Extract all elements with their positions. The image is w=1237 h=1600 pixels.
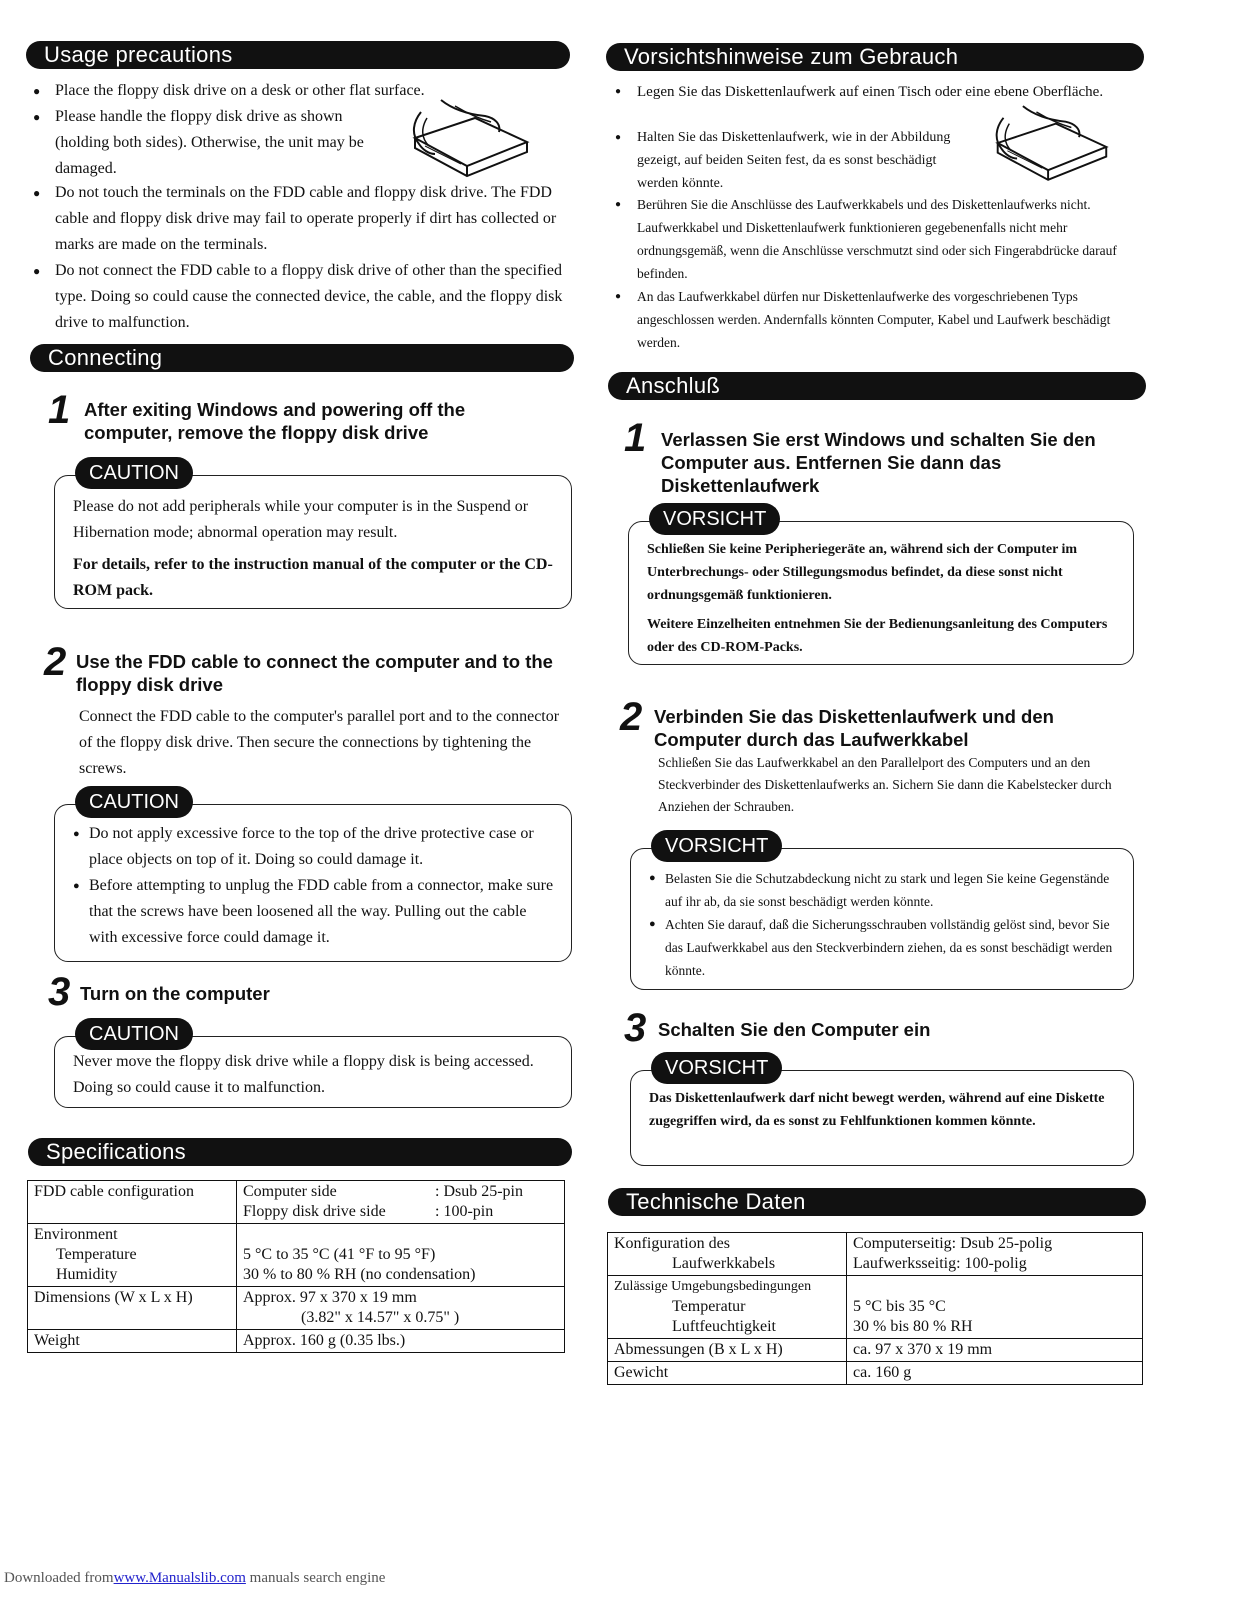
vorsichtshinweise-list [612,80,1132,104]
caution-label: CAUTION [75,1018,193,1050]
step-title: Verbinden Sie das Diskettenlaufwerk und den Computer durch das Laufwerkkabel [654,706,1054,750]
step-number: 2 [620,695,643,739]
step-number: 3 [48,970,71,1014]
section-header-usage-precautions: Usage precautions [26,41,570,69]
step-title: Verlassen Sie erst Windows und schalten Sie den Computer aus. Entfernen Sie dann das Diskettenlaufwerk [661,429,1096,496]
step-2-description: Connect the FDD cable to the computer's parallel port and to the connector of the floppy disk drive. Then secure the connections by tightening the screws. [79,708,560,777]
section-header-connecting: Connecting [30,344,574,372]
step-title: After exiting Windows and powering off the computer, remove the floppy disk drive [84,399,466,443]
spec-value: 30 % to 80 % RH (no condensation) [243,1266,476,1283]
caution-label: CAUTION [75,457,193,489]
table-row [608,1233,1143,1276]
vorsicht-item: ● Belasten Sie die Schutzabdeckung nicht zu stark und legen Sie keine Gegenstände auf ihr ab, da sie sonst beschädigt werden könnte. [649,867,1117,913]
section-header-anschluss: Anschluß [608,372,1146,400]
spec-sublabel: Temperatur [672,1298,746,1315]
spec-value: Approx. 160 g (0.35 lbs.) [237,1330,565,1353]
table-row [28,1287,565,1330]
step-title: Use the FDD cable to connect the computer and to the floppy disk drive [76,651,553,695]
vorsicht-box-3 [630,1057,1134,1166]
technische-daten-table [607,1232,1143,1385]
vorsicht-label: VORSICHT [651,830,782,862]
vorsichtshinweise-list-3 [612,193,1132,354]
list-item: ● Place the floppy disk drive on a desk or other flat surface. [30,78,570,104]
hands-holding-drive-illustration [405,98,535,178]
list-item: ● Halten Sie das Diskettenlaufwerk, wie in der Abbildung gezeigt, auf beiden Seiten fest, da es sonst beschädigt werden könnte. [612,126,962,195]
table-row [608,1276,1143,1339]
caution-reference-text: For details, refer to the instruction manual of the computer or the CD-ROM pack. [73,556,553,599]
step-2-description: Schließen Sie das Laufwerkkabel an den Parallelport des Computers und an den Steckverbinder des Diskettenlaufwerks an. Sichern Sie dann die Kabelstecker durch Anziehen der Schrauben. [658,755,1112,814]
spec-label: Konfiguration des [614,1235,730,1252]
spec-label: Abmessungen (B x L x H) [608,1339,847,1362]
vorsicht-text: Schließen Sie keine Peripheriegeräte an, während sich der Computer im Unterbrechungs- oder Stillegungsmodus befindet, da diese sonst nicht ordnungsgemäß funktionieren. [647,542,1078,603]
section-header-specifications: Specifications [28,1138,572,1166]
spec-label: Dimensions (W x L x H) [28,1287,237,1330]
spec-value: Approx. 97 x 370 x 19 mm [243,1289,417,1306]
spec-sublabel: Humidity [56,1266,118,1283]
vorsicht-box-2 [630,835,1134,990]
table-row [28,1224,565,1287]
caution-box-1 [54,462,572,609]
step-title: Turn on the computer [80,983,270,1004]
vorsicht-label: VORSICHT [649,503,780,535]
spec-label: Weight [28,1330,237,1353]
section-header-technische-daten: Technische Daten [608,1188,1146,1216]
list-item: ● Please handle the floppy disk drive as shown (holding both sides). Otherwise, the unit may be damaged. [30,104,385,182]
table-row [608,1362,1143,1385]
spec-value: ca. 97 x 370 x 19 mm [847,1339,1143,1362]
step-number: 2 [44,640,67,684]
step-number: 1 [48,388,71,432]
specifications-table [27,1180,565,1353]
spec-label: FDD cable configuration [28,1181,237,1224]
section-header-vorsichtshinweise: Vorsichtshinweise zum Gebrauch [606,43,1144,71]
step-title: Schalten Sie den Computer ein [658,1019,931,1040]
vorsicht-reference-text: Weitere Einzelheiten entnehmen Sie der Bedienungsanleitung des Computers oder des CD-ROM-Packs. [647,617,1108,655]
spec-value: 5 °C bis 35 °C [853,1298,946,1315]
spec-label: Laufwerkkabels [672,1255,776,1272]
list-item: ● Berühren Sie die Anschlüsse des Laufwerkkabels und des Diskettenlaufwerks nicht. Laufwerkkabel und Diskettenlaufwerk funktionieren gegebenenfalls nicht mehr ordnungsgemäß, wenn die Anschlüsse verschmutzt sind oder sich Fingerabdrücke darauf befinden. [612,193,1132,285]
caution-text: Never move the floppy disk drive while a floppy disk is being accessed. Doing so could cause it to malfunction. [73,1053,534,1096]
footer-prefix: Downloaded from [4,1570,114,1586]
spec-value: Floppy disk drive side [243,1203,386,1220]
caution-item: ● Do not apply excessive force to the top of the drive protective case or place objects on top of it. Doing so could damage it. [73,821,555,873]
spec-sublabel: Luftfeuchtigkeit [672,1318,776,1335]
list-item: ● Legen Sie das Diskettenlaufwerk auf einen Tisch oder eine ebene Oberfläche. [612,80,1132,104]
caution-label: CAUTION [75,786,193,818]
step-number: 1 [624,416,647,460]
footer-suffix: manuals search engine [245,1570,386,1586]
hands-holding-drive-illustration [988,104,1114,182]
spec-value: : Dsub 25-pin [435,1183,523,1200]
spec-value: 5 °C to 35 °C (41 °F to 95 °F) [243,1246,436,1263]
list-item: ● Do not connect the FDD cable to a floppy disk drive of other than the specified type. Doing so could cause the connected device, the cable, and the floppy disk drive to malfunction. [30,258,570,336]
download-footer [4,1570,385,1587]
vorsicht-item: ● Achten Sie darauf, daß die Sicherungsschrauben vollständig gelöst sind, bevor Sie das Laufwerkkabel aus den Steckverbindern ziehen, da es sonst beschädigt werden könnte. [649,913,1117,982]
step-number: 3 [624,1006,647,1050]
spec-label: Zulässige Umgebungsbedingungen [614,1279,812,1294]
caution-box-3 [54,1023,572,1108]
table-row [608,1339,1143,1362]
usage-precautions-list-continued [30,180,570,336]
spec-label: Environment [34,1226,118,1243]
spec-label: Gewicht [608,1362,847,1385]
list-item: ● An das Laufwerkkabel dürfen nur Diskettenlaufwerke des vorgeschriebenen Typs angeschlossen werden. Andernfalls könnten Computer, Kabel und Laufwerk beschädigt werden. [612,285,1132,354]
vorsichtshinweise-list-2 [612,126,962,195]
spec-value: ca. 160 g [847,1362,1143,1385]
spec-value: (3.82" x 14.57" x 0.75" ) [301,1309,460,1326]
list-item: ● Do not touch the terminals on the FDD cable and floppy disk drive. The FDD cable and floppy disk drive may fail to operate properly if dirt has collected or marks are made on the terminals. [30,180,570,258]
vorsicht-box-1 [628,508,1134,665]
caution-item: ● Before attempting to unplug the FDD cable from a connector, make sure that the screws have been loosened all the way. Pulling out the cable with excessive force could damage it. [73,873,555,951]
vorsicht-label: VORSICHT [651,1052,782,1084]
caution-text: Please do not add peripherals while your computer is in the Suspend or Hibernation mode; abnormal operation may result. [73,498,529,541]
table-row [28,1330,565,1353]
spec-value: : 100-pin [435,1203,494,1220]
spec-sublabel: Temperature [56,1246,137,1263]
spec-value: Laufwerksseitig: 100-polig [853,1255,1027,1272]
caution-box-2 [54,791,572,962]
vorsicht-text: Das Diskettenlaufwerk darf nicht bewegt werden, während auf eine Diskette zugegriffen wird, da es sonst zu Fehlfunktionen kommen könnte. [649,1091,1105,1129]
manualslib-link[interactable]: www.Manualslib.com [113,1570,246,1586]
spec-value: 30 % bis 80 % RH [853,1318,973,1335]
spec-value: Computer side [243,1183,337,1200]
table-row [28,1181,565,1224]
spec-value: Computerseitig: Dsub 25-polig [853,1235,1053,1252]
